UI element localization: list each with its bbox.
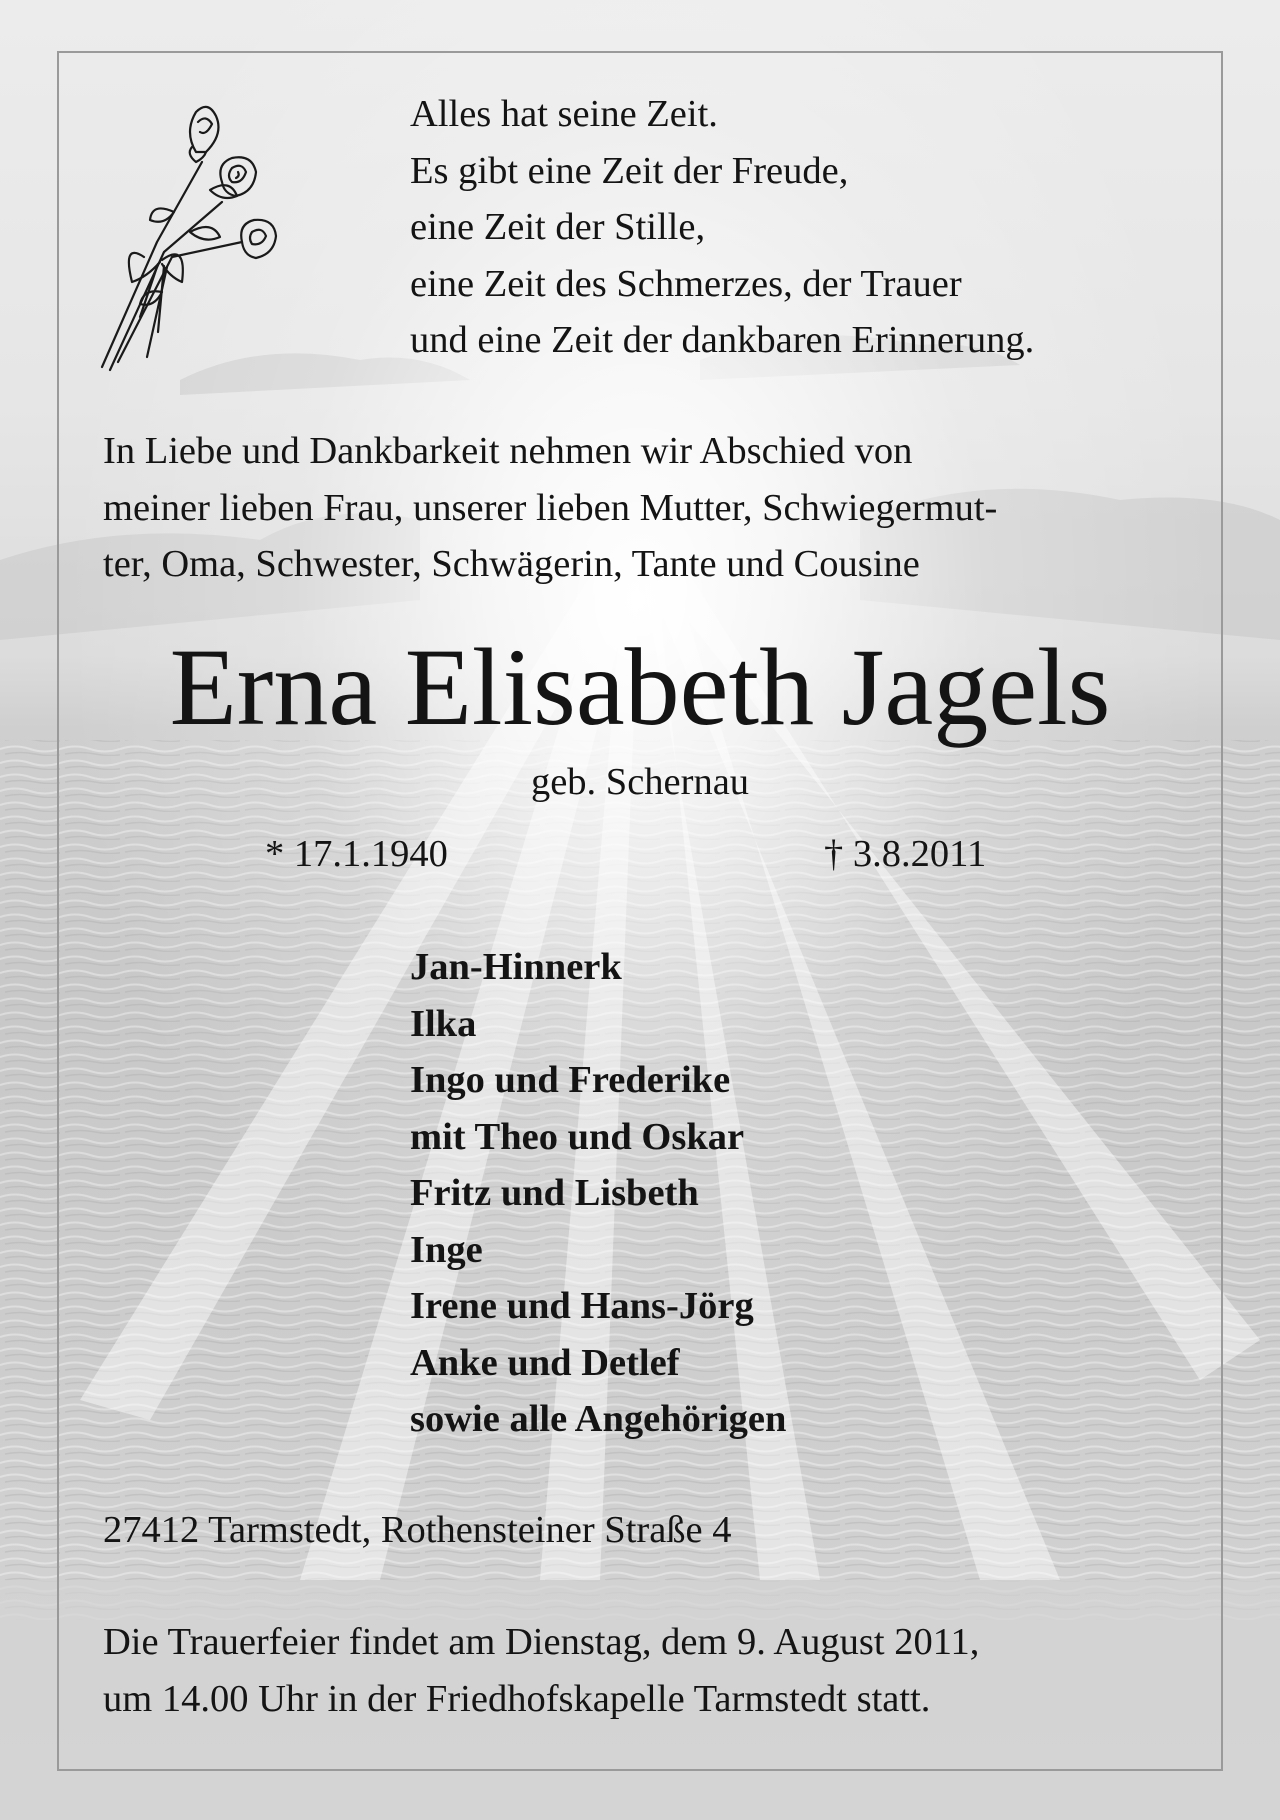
deceased-name: Erna Elisabeth Jagels — [169, 626, 1111, 748]
mourner-item: sowie alle Angehörigen — [410, 1398, 787, 1440]
mourner-item: Fritz und Lisbeth — [410, 1172, 699, 1214]
mourner-item: Ilka — [410, 1002, 477, 1045]
mourners-list — [410, 939, 786, 1448]
poem-line: und eine Zeit der dankbaren Erinnerung. — [410, 319, 1035, 361]
poem-line: eine Zeit des Schmerzes, der Trauer — [410, 262, 962, 305]
poem-verse — [410, 86, 1034, 369]
funeral-line: Die Trauerfeier findet am Dienstag, dem 9. August 2011, — [103, 1621, 980, 1663]
farewell-line: meiner lieben Frau, unserer lieben Mutter, Schwiegermut- — [103, 486, 998, 529]
mourner-item: Irene und Hans-Jörg — [410, 1285, 754, 1327]
maiden-name: geb. Schernau — [530, 761, 750, 803]
poem-line: eine Zeit der Stille, — [410, 206, 706, 248]
rose-bouquet-icon — [92, 92, 302, 382]
birth-date: * 17.1.1940 — [265, 833, 448, 875]
poem-line: Es gibt eine Zeit der Freude, — [410, 149, 849, 192]
mourner-item: Anke und Detlef — [410, 1341, 680, 1384]
mourner-item: Inge — [410, 1228, 483, 1271]
funeral-notice — [103, 1614, 979, 1727]
farewell-line: ter, Oma, Schwester, Schwägerin, Tante und Cousine — [103, 543, 920, 585]
farewell-text — [103, 423, 997, 593]
mourner-item: mit Theo und Oskar — [410, 1115, 745, 1158]
mourner-item: Ingo und Frederike — [410, 1059, 731, 1101]
farewell-line: In Liebe und Dankbarkeit nehmen wir Abschied von — [103, 430, 913, 472]
mourner-item: Jan-Hinnerk — [410, 946, 622, 988]
funeral-line: um 14.00 Uhr in der Friedhofskapelle Tarmstedt statt. — [103, 1677, 931, 1720]
family-address: 27412 Tarmstedt, Rothensteiner Straße 4 — [103, 1509, 732, 1551]
poem-line: Alles hat seine Zeit. — [410, 93, 718, 135]
death-date: † 3.8.2011 — [824, 833, 987, 875]
